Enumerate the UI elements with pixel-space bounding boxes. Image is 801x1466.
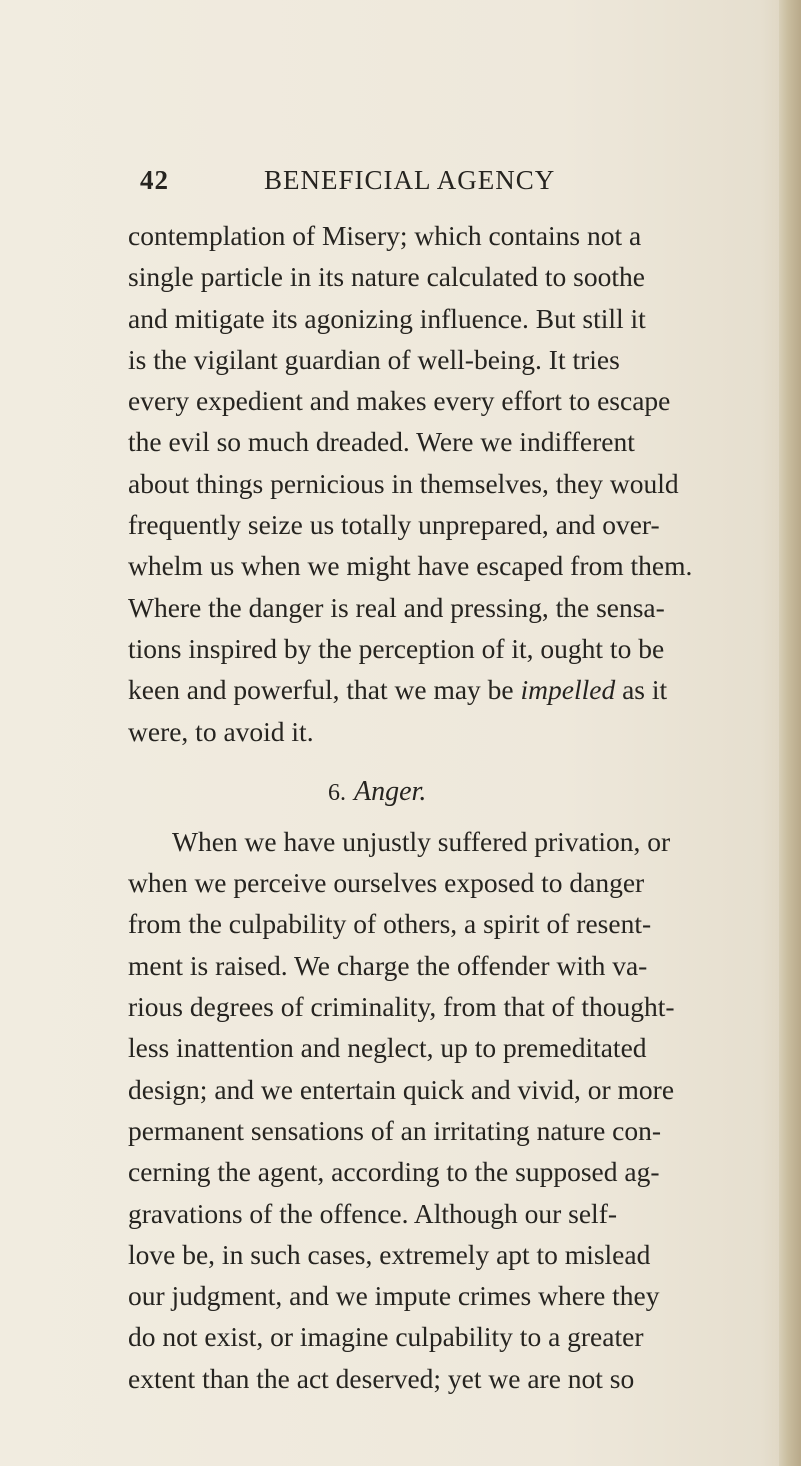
text-line: our judgment, and we impute crimes where they [128, 1280, 660, 1312]
text-line: less inattention and neglect, up to premeditated [128, 1032, 647, 1064]
section-title: Anger. [354, 775, 427, 807]
text-line: do not exist, or imagine culpability to a greater [128, 1321, 644, 1353]
text-line: every expedient and makes every effort to escape [128, 385, 671, 417]
text-line: design; and we entertain quick and vivid, or more [128, 1073, 675, 1105]
page-number: 42 [140, 165, 169, 195]
text-line: rious degrees of criminality, from that of thought- [128, 991, 675, 1023]
page-edge-shadow [779, 0, 801, 1466]
text-line: were, to avoid it. [128, 715, 314, 747]
text-line: and mitigate its agonizing influence. But still it [128, 302, 646, 334]
text-segment: keen and powerful, that we may be [128, 674, 514, 706]
text-line: When we have unjustly suffered privation, or [172, 825, 671, 857]
text-line: when we perceive ourselves exposed to danger [128, 867, 645, 899]
text-line: ment is raised. We charge the offender with va- [128, 949, 648, 981]
text-line: extent than the act deserved; yet we are not so [128, 1362, 635, 1394]
body-text [128, 215, 768, 1399]
text-line: permanent sensations of an irritating nature con- [128, 1114, 662, 1146]
text-line: frequently seize us totally unprepared, and over- [128, 509, 660, 541]
text-line: tions inspired by the perception of it, ought to be [128, 632, 665, 664]
italic-word: impelled [520, 674, 616, 706]
text-line: about things pernicious in themselves, they would [128, 467, 679, 499]
text-line: Where the danger is real and pressing, the sensa- [128, 591, 665, 623]
text-line: love be, in such cases, extremely apt to mislead [128, 1238, 651, 1270]
text-line: the evil so much dreaded. Were we indifferent [128, 426, 635, 458]
section-number: 6. [328, 779, 346, 806]
page-header [140, 165, 700, 205]
running-head: BENEFICIAL AGENCY [264, 165, 556, 195]
text-line: whelm us when we might have escaped from them. [128, 550, 693, 582]
text-line: gravations of the offence. Although our self- [128, 1197, 618, 1229]
text-segment: as it [622, 674, 668, 706]
text-line: from the culpability of others, a spirit of resent- [128, 908, 652, 940]
text-line: single particle in its nature calculated to soothe [128, 261, 645, 293]
text-line [128, 669, 768, 710]
text-line: contemplation of Misery; which contains not a [128, 220, 642, 251]
section-heading [128, 752, 768, 821]
text-line: cerning the agent, according to the supposed ag- [128, 1156, 660, 1188]
text-line: is the vigilant guardian of well-being. It tries [128, 343, 620, 375]
